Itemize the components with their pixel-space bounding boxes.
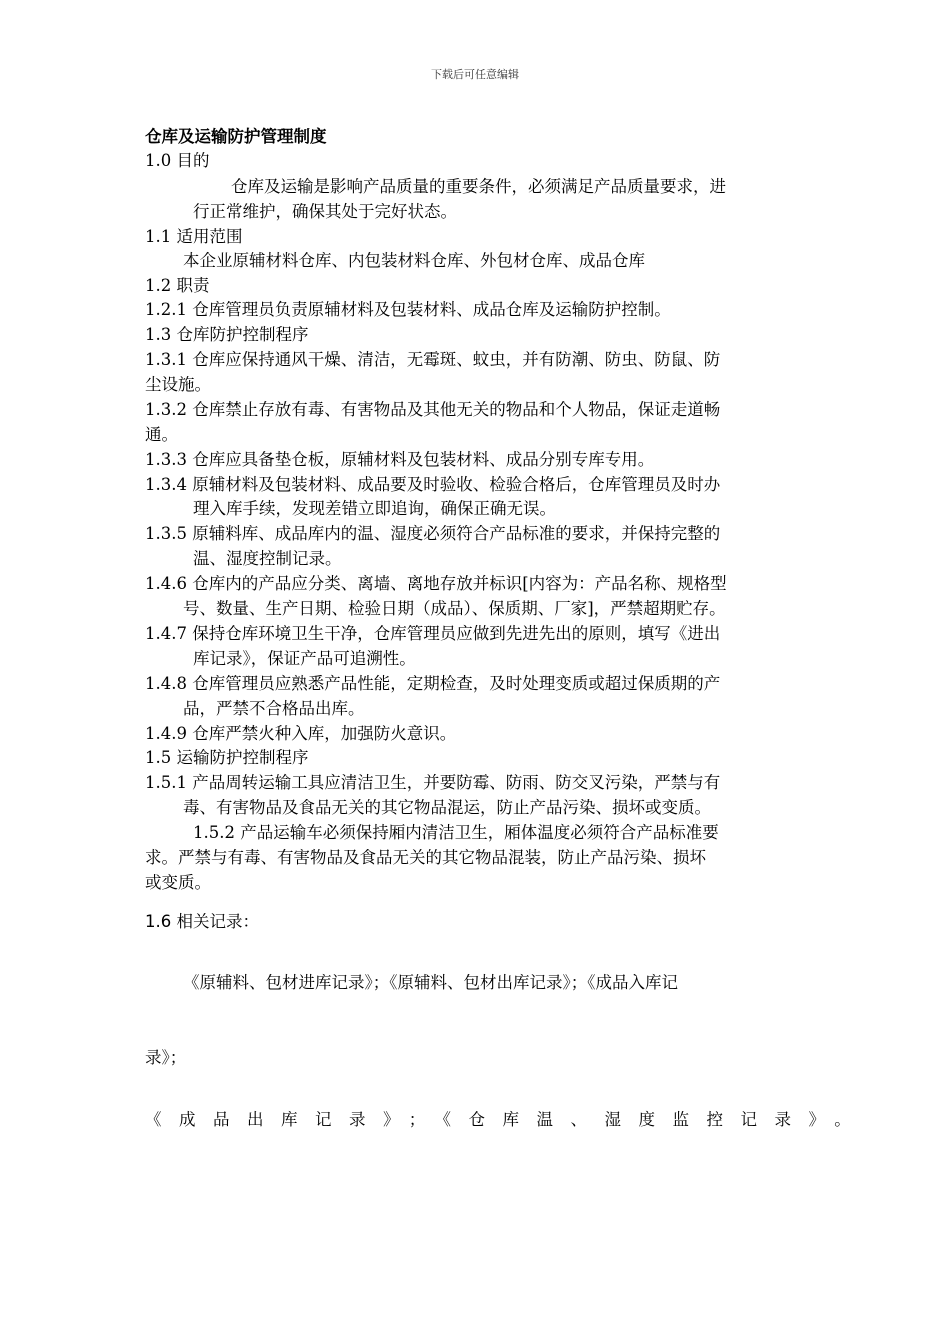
section-heading: 1.6 相关记录：: [145, 912, 259, 931]
clause-line: 求。严禁与有毒、有害物品及食品无关的其它物品混装，防止产品污染、损坏: [145, 848, 706, 867]
records-line: 《原辅料、包材进库记录》；《原辅料、包材出库记录》；《成品入库记: [183, 973, 678, 992]
records-line: 录》；: [145, 1048, 187, 1067]
clause-line: 或变质。: [145, 873, 211, 892]
paragraph-line: 仓库及运输是影响产品质量的重要条件，必须满足产品质量要求，进: [231, 177, 726, 196]
clause-line: 1.4.6 仓库内的产品应分类、离墙、离地存放并标识[内容为：产品名称、规格型: [145, 574, 727, 593]
document-title: 仓库及运输防护管理制度: [145, 127, 327, 146]
clause-line: 1.4.8 仓库管理员应熟悉产品性能，定期检查，及时处理变质或超过保质期的产: [145, 674, 721, 693]
clause-line: 温、湿度控制记录。: [193, 549, 342, 568]
clause-line: 1.3.2 仓库禁止存放有毒、有害物品及其他无关的物品和个人物品，保证走道畅: [145, 400, 721, 419]
clause-line: 1.3.1 仓库应保持通风干燥、清洁，无霉斑、蚊虫，并有防潮、防虫、防鼠、防: [145, 350, 721, 369]
clause-line: 1.3.4 原辅材料及包装材料、成品要及时验收、检验合格后，仓库管理员及时办: [145, 475, 721, 494]
clause-line: 库记录》，保证产品可追溯性。: [193, 649, 416, 668]
section-heading: 1.5 运输防护控制程序: [145, 748, 309, 767]
records-line: 《成品出库记录》；《仓库温、湿度监控记录》。: [145, 1110, 869, 1129]
clause-line: 理入库手续，发现差错立即追询，确保正确无误。: [193, 499, 556, 518]
paragraph-line: 行正常维护，确保其处于完好状态。: [193, 202, 457, 221]
section-heading: 1.2 职责: [145, 276, 210, 295]
clause-line: 品，严禁不合格品出库。: [183, 699, 365, 718]
page-header-note: 下载后可任意编辑: [431, 68, 519, 81]
clause-line: 1.3.5 原辅料库、成品库内的温、湿度必须符合产品标准的要求，并保持完整的: [145, 524, 721, 543]
clause-line: 1.4.7 保持仓库环境卫生干净，仓库管理员应做到先进先出的原则，填写《进出: [145, 624, 721, 643]
clause-line: 1.5.2 产品运输车必须保持厢内清洁卫生，厢体温度必须符合产品标准要: [193, 823, 719, 842]
paragraph-line: 本企业原辅材料仓库、内包装材料仓库、外包材仓库、成品仓库: [183, 251, 645, 270]
section-heading: 1.1 适用范围: [145, 227, 243, 246]
clause-line: 1.5.1 产品周转运输工具应清洁卫生，并要防霉、防雨、防交叉污染，严禁与有: [145, 773, 721, 792]
clause-line: 尘设施。: [145, 375, 211, 394]
clause-line: 1.2.1 仓库管理员负责原辅材料及包装材料、成品仓库及运输防护控制。: [145, 300, 671, 319]
clause-line: 1.4.9 仓库严禁火种入库，加强防火意识。: [145, 724, 457, 743]
section-heading: 1.3 仓库防护控制程序: [145, 325, 309, 344]
clause-line: 毒、有害物品及食品无关的其它物品混运，防止产品污染、损坏或变质。: [183, 798, 711, 817]
clause-line: 通。: [145, 425, 178, 444]
clause-line: 号、数量、生产日期、检验日期（成品）、保质期、厂家]，严禁超期贮存。: [183, 599, 726, 618]
section-heading: 1.0 目的: [145, 151, 210, 170]
clause-line: 1.3.3 仓库应具备垫仓板，原辅材料及包装材料、成品分别专库专用。: [145, 450, 655, 469]
